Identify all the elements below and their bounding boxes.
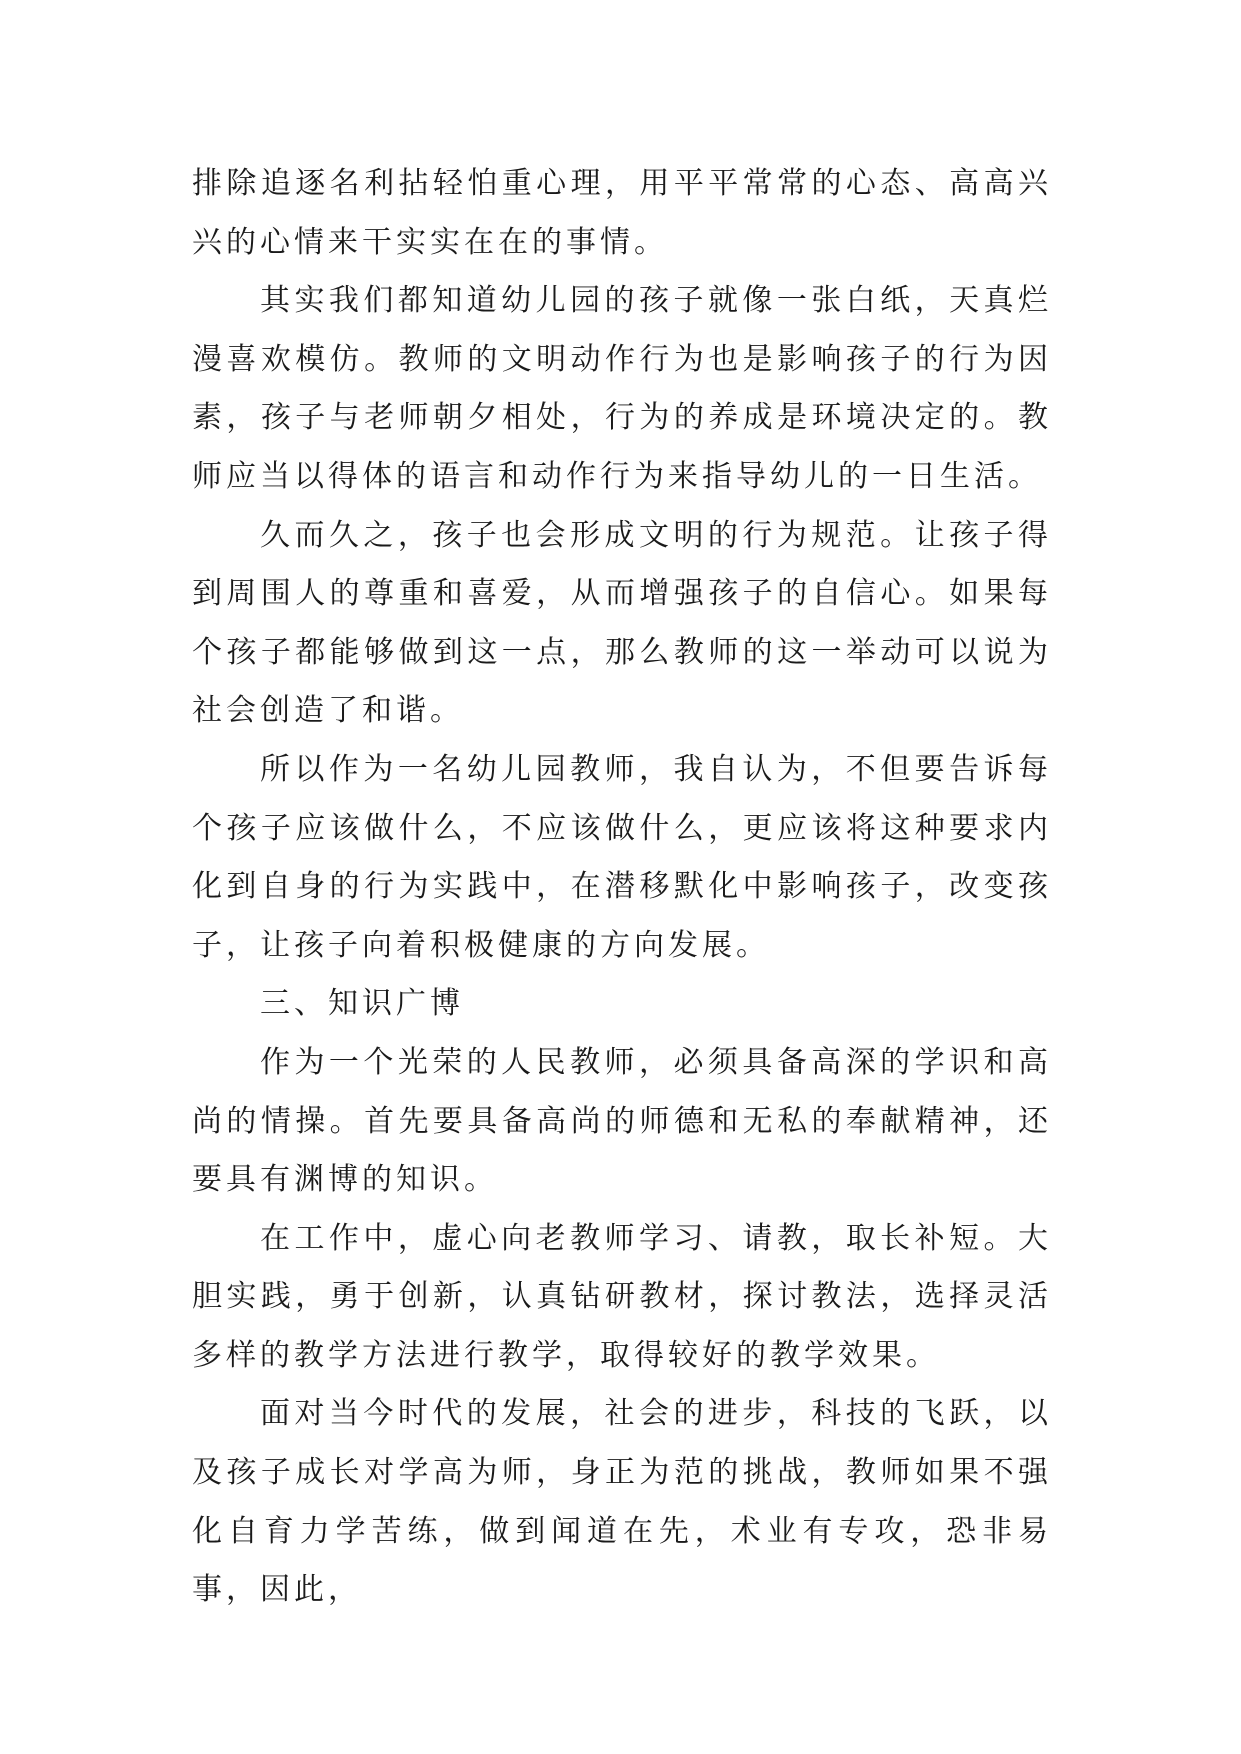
paragraph-1: 排除追逐名利拈轻怕重心理，用平平常常的心态、高高兴兴的心情来干实实在在的事情。 bbox=[192, 166, 1052, 260]
paragraph-6: 在工作中，虚心向老教师学习、请教，取长补短。大胆实践，勇于创新，认真钻研教材，探讨教法，选择灵活多样的教学方法进行教学，取得较好的教学效果。 bbox=[192, 1220, 1052, 1373]
document-body bbox=[192, 155, 1052, 1620]
section-heading: 三、知识广博 bbox=[260, 986, 464, 1022]
paragraph-2: 其实我们都知道幼儿园的孩子就像一张白纸，天真烂漫喜欢模仿。教师的文明动作行为也是影响孩子的行为因素，孩子与老师朝夕相处，行为的养成是环境决定的。教师应当以得体的语言和动作行为来指导幼儿的一日生活。 bbox=[192, 283, 1052, 494]
paragraph-7: 面对当今时代的发展，社会的进步，科技的飞跃，以及孩子成长对学高为师，身正为范的挑战，教师如果不强化自育力学苦练，做到闻道在先，术业有专攻，恐非易事，因此， bbox=[192, 1396, 1052, 1608]
paragraph-5: 作为一个光荣的人民教师，必须具备高深的学识和高尚的情操。首先要具备高尚的师德和无私的奉献精神，还要具有渊博的知识。 bbox=[192, 1044, 1052, 1198]
paragraph-3: 久而久之，孩子也会形成文明的行为规范。让孩子得到周围人的尊重和喜爱，从而增强孩子的自信心。如果每个孩子都能够做到这一点，那么教师的这一举动可以说为社会创造了和谐。 bbox=[192, 517, 1052, 729]
paragraph-4: 所以作为一名幼儿园教师，我自认为，不但要告诉每个孩子应该做什么，不应该做什么，更应该将这种要求内化到自身的行为实践中，在潜移默化中影响孩子，改变孩子，让孩子向着积极健康的方向发展。 bbox=[192, 751, 1052, 963]
